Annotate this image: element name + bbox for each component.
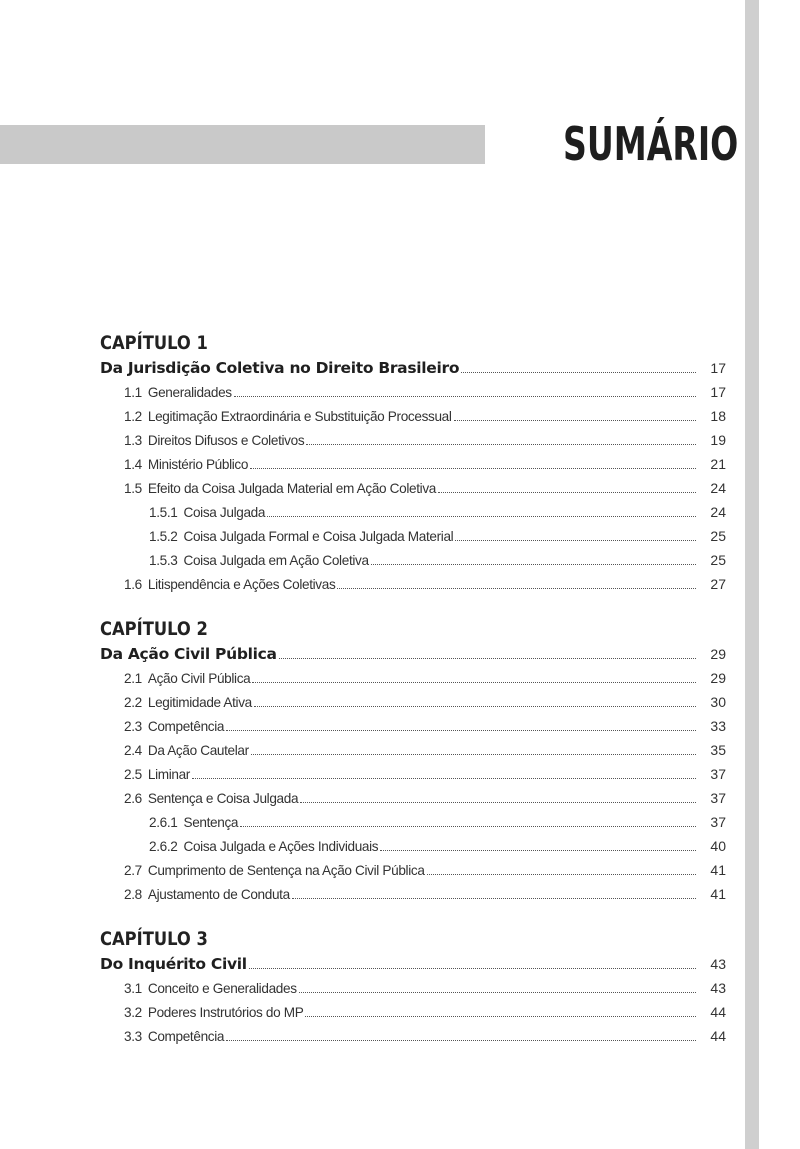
section-title: Sentença — [183, 815, 239, 830]
entry-label — [124, 693, 252, 713]
section-number: 1.3 — [124, 433, 142, 448]
chapter-title: Da Ação Civil Pública — [100, 645, 277, 663]
toc-entry[interactable] — [100, 881, 726, 905]
chapter-title: Da Jurisdição Coletiva no Direito Brasileiro — [100, 359, 460, 377]
section-number: 1.5 — [124, 481, 142, 496]
entry-label — [149, 527, 453, 547]
leader-dots — [250, 468, 696, 469]
page-number: 43 — [710, 980, 726, 996]
toc-entry-chapter-title[interactable] — [100, 355, 726, 379]
section-number: 2.6.2 — [149, 839, 178, 854]
page-number: 24 — [710, 504, 726, 520]
section-number: 2.8 — [124, 887, 142, 902]
entry-label — [124, 885, 290, 905]
page-number: 40 — [710, 838, 726, 854]
leader-dots — [234, 396, 696, 397]
section-number: 2.1 — [124, 671, 142, 686]
page-number: 41 — [710, 862, 726, 878]
toc-entry[interactable] — [100, 427, 726, 451]
section-title: Coisa Julgada Formal e Coisa Julgada Material — [183, 529, 454, 544]
leader-dots — [455, 540, 696, 541]
page-number: 35 — [710, 742, 726, 758]
toc-entry[interactable] — [100, 571, 726, 595]
page-edge-strip — [745, 0, 759, 1149]
leader-dots — [267, 516, 696, 517]
entry-label — [149, 503, 265, 523]
toc-entry[interactable] — [100, 857, 726, 881]
leader-dots — [254, 706, 696, 707]
entry-label — [124, 741, 249, 761]
leader-dots — [300, 802, 696, 803]
leader-dots — [240, 826, 696, 827]
entry-label — [124, 789, 298, 809]
entry-label — [149, 551, 369, 571]
entry-label — [124, 979, 297, 999]
section-title: Poderes Instrutórios do MP — [147, 1005, 304, 1020]
section-title: Conceito e Generalidades — [147, 981, 297, 996]
leader-dots — [454, 420, 696, 421]
leader-dots — [279, 658, 696, 659]
section-number: 1.5.1 — [149, 505, 178, 520]
section-title: Coisa Julgada — [183, 505, 266, 520]
leader-dots — [306, 444, 696, 445]
toc-entry[interactable] — [100, 451, 726, 475]
leader-dots — [371, 564, 696, 565]
entry-label — [124, 765, 190, 785]
entry-label — [124, 717, 224, 737]
entry-label — [149, 837, 378, 857]
section-title: Liminar — [147, 767, 190, 782]
chapter-section — [100, 331, 726, 595]
toc-entry[interactable] — [100, 713, 726, 737]
toc-entry[interactable] — [100, 1023, 726, 1047]
toc-entry[interactable] — [100, 761, 726, 785]
entry-label — [124, 407, 452, 427]
header-bar — [0, 125, 485, 164]
leader-dots — [427, 874, 696, 875]
leader-dots — [252, 682, 696, 683]
page-number: 33 — [710, 718, 726, 734]
section-title: Generalidades — [147, 385, 232, 400]
chapter-title: Do Inquérito Civil — [100, 955, 247, 973]
toc-entry[interactable] — [100, 403, 726, 427]
toc-entry[interactable] — [100, 999, 726, 1023]
entry-label — [124, 383, 232, 403]
table-of-contents — [100, 331, 726, 1047]
section-number: 1.5.3 — [149, 553, 178, 568]
entry-label — [124, 479, 436, 499]
toc-entry[interactable] — [100, 523, 726, 547]
section-number: 3.2 — [124, 1005, 142, 1020]
section-number: 2.4 — [124, 743, 142, 758]
toc-entry[interactable] — [100, 547, 726, 571]
leader-dots — [299, 992, 696, 993]
page-number: 43 — [710, 956, 726, 972]
entry-label — [124, 669, 250, 689]
page-number: 37 — [710, 814, 726, 830]
page-number: 17 — [710, 360, 726, 376]
chapter-label: CAPÍTULO 1 — [100, 332, 208, 354]
toc-entry[interactable] — [100, 379, 726, 403]
section-title: Cumprimento de Sentença na Ação Civil Pública — [147, 863, 425, 878]
section-title: Sentença e Coisa Julgada — [147, 791, 299, 806]
section-title: Competência — [147, 1029, 225, 1044]
page-title: SUMÁRIO — [563, 117, 739, 171]
page-number: 24 — [710, 480, 726, 496]
section-number: 2.3 — [124, 719, 142, 734]
leader-dots — [226, 730, 696, 731]
toc-entry-chapter-title[interactable] — [100, 641, 726, 665]
leader-dots — [251, 754, 696, 755]
leader-dots — [305, 1016, 696, 1017]
page-number: 25 — [710, 552, 726, 568]
toc-entry[interactable] — [100, 833, 726, 857]
section-number: 3.3 — [124, 1029, 142, 1044]
page-number: 44 — [710, 1004, 726, 1020]
toc-entry[interactable] — [100, 499, 726, 523]
section-number: 2.2 — [124, 695, 142, 710]
entry-label — [149, 813, 238, 833]
section-title: Ajustamento de Conduta — [147, 887, 290, 902]
section-number: 2.6.1 — [149, 815, 178, 830]
leader-dots — [380, 850, 696, 851]
toc-entry[interactable] — [100, 689, 726, 713]
entry-label — [124, 1027, 224, 1047]
chapter-label: CAPÍTULO 2 — [100, 618, 208, 640]
toc-entry[interactable] — [100, 665, 726, 689]
entry-label — [124, 431, 304, 451]
section-title: Competência — [147, 719, 225, 734]
entry-label — [124, 1003, 303, 1023]
toc-entry[interactable] — [100, 737, 726, 761]
section-title: Efeito da Coisa Julgada Material em Ação Coletiva — [147, 481, 436, 496]
page-number: 21 — [710, 456, 726, 472]
page-number: 19 — [710, 432, 726, 448]
section-number: 2.7 — [124, 863, 142, 878]
page-number: 37 — [710, 766, 726, 782]
section-number: 3.1 — [124, 981, 142, 996]
entry-label — [124, 861, 425, 881]
toc-entry-chapter-title[interactable] — [100, 951, 726, 975]
leader-dots — [249, 968, 696, 969]
toc-entry[interactable] — [100, 809, 726, 833]
toc-entry[interactable] — [100, 785, 726, 809]
leader-dots — [292, 898, 696, 899]
section-title: Ação Civil Pública — [147, 671, 251, 686]
page-number: 27 — [710, 576, 726, 592]
page-number: 18 — [710, 408, 726, 424]
toc-entry[interactable] — [100, 975, 726, 999]
leader-dots — [192, 778, 696, 779]
section-title: Legitimação Extraordinária e Substituição Processual — [147, 409, 452, 424]
section-number: 1.4 — [124, 457, 142, 472]
section-number: 1.2 — [124, 409, 142, 424]
section-title: Da Ação Cautelar — [147, 743, 249, 758]
chapter-section — [100, 617, 726, 905]
section-title: Legitimidade Ativa — [147, 695, 252, 710]
leader-dots — [438, 492, 696, 493]
leader-dots — [337, 588, 696, 589]
section-number: 1.5.2 — [149, 529, 178, 544]
page-number: 44 — [710, 1028, 726, 1044]
section-title: Ministério Público — [147, 457, 249, 472]
page-number: 41 — [710, 886, 726, 902]
section-number: 1.6 — [124, 577, 142, 592]
page-number: 17 — [710, 384, 726, 400]
entry-label — [124, 455, 248, 475]
section-title: Direitos Difusos e Coletivos — [147, 433, 305, 448]
section-number: 1.1 — [124, 385, 142, 400]
toc-entry[interactable] — [100, 475, 726, 499]
section-title: Coisa Julgada e Ações Individuais — [183, 839, 379, 854]
chapter-section — [100, 927, 726, 1047]
page-number: 30 — [710, 694, 726, 710]
section-title: Litispendência e Ações Coletivas — [147, 577, 336, 592]
entry-label — [124, 575, 335, 595]
page-number: 29 — [710, 646, 726, 662]
section-number: 2.6 — [124, 791, 142, 806]
page-number: 25 — [710, 528, 726, 544]
page-number: 29 — [710, 670, 726, 686]
chapter-label: CAPÍTULO 3 — [100, 928, 208, 950]
leader-dots — [226, 1040, 696, 1041]
leader-dots — [461, 372, 696, 373]
section-title: Coisa Julgada em Ação Coletiva — [183, 553, 369, 568]
section-number: 2.5 — [124, 767, 142, 782]
page-number: 37 — [710, 790, 726, 806]
